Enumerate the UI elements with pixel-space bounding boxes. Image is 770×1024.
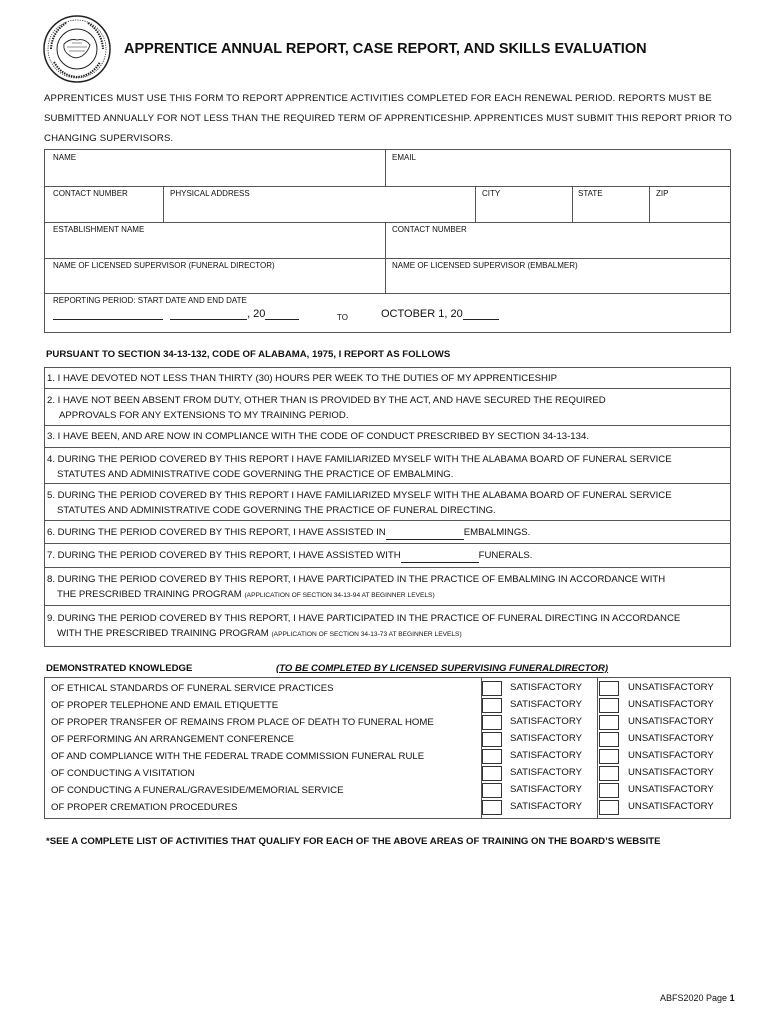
period-comma: , 20 xyxy=(247,308,266,320)
establishment-contact-field[interactable]: CONTACT NUMBER xyxy=(392,225,467,234)
unsatisfactory-checkbox[interactable] xyxy=(599,800,619,815)
statement-7: 7. DURING THE PERIOD COVERED BY THIS REPORT, I HAVE ASSISTED WITH FUNERALS. xyxy=(45,544,730,568)
knowledge-item: OF PROPER TELEPHONE AND EMAIL ETIQUETTE xyxy=(51,700,279,711)
statement-4: 4. DURING THE PERIOD COVERED BY THIS REPORT I HAVE FAMILIARIZED MYSELF WITH THE ALABAMA BOARD OF FUNERAL SERVICE STATUTES AND ADMINISTRATIVE CODE GOVERNING THE PRACTICE OF EMBALMING. xyxy=(45,448,730,484)
satisfactory-checkbox[interactable] xyxy=(482,681,502,696)
section-heading: PURSUANT TO SECTION 34-13-132, CODE OF ALABAMA, 1975, I REPORT AS FOLLOWS xyxy=(46,349,451,360)
satisfactory-label: SATISFACTORY xyxy=(510,716,582,727)
instructions-paragraph: APPRENTICES MUST USE THIS FORM TO REPORT APPRENTICE ACTIVITIES COMPLETED FOR EACH RENEWAL PERIOD. REPORTS MUST BE SUBMITTED ANNUALLY FOR NOT LESS THAN THE REQUIRED TERM OF APPRENTICESHIP. APPRENTICES MUST SUBMIT THIS REPORT PRIOR TO CHANGING SUPERVISORS. xyxy=(44,93,732,144)
email-field[interactable]: EMAIL xyxy=(392,153,417,162)
physical-address-field[interactable]: PHYSICAL ADDRESS xyxy=(170,189,250,198)
satisfactory-label: SATISFACTORY xyxy=(510,699,582,710)
satisfactory-checkbox[interactable] xyxy=(482,698,502,713)
name-field[interactable]: NAME xyxy=(53,153,77,162)
unsatisfactory-label: UNSATISFACTORY xyxy=(628,716,714,727)
satisfactory-label: SATISFACTORY xyxy=(510,784,582,795)
unsatisfactory-label: UNSATISFACTORY xyxy=(628,733,714,744)
footnote: *SEE A COMPLETE LIST OF ACTIVITIES THAT QUALIFY FOR EACH OF THE ABOVE AREAS OF TRAINING ON THE BOARD’S WEBSITE xyxy=(46,836,661,847)
state-field[interactable]: STATE xyxy=(578,189,603,198)
embalmings-count-blank[interactable] xyxy=(386,528,464,540)
knowledge-item: OF CONDUCTING A FUNERAL/GRAVESIDE/MEMORIAL SERVICE xyxy=(51,785,344,796)
unsatisfactory-checkbox[interactable] xyxy=(599,766,619,781)
satisfactory-checkbox[interactable] xyxy=(482,715,502,730)
state-seal-logo xyxy=(42,14,112,84)
statement-2: 2. I HAVE NOT BEEN ABSENT FROM DUTY, OTHER THAN IS PROVIDED BY THE ACT, AND HAVE SECURED THE REQUIRED APPROVALS FOR ANY EXTENSIONS TO MY TRAINING PERIOD. xyxy=(45,389,730,426)
knowledge-heading: DEMONSTRATED KNOWLEDGE xyxy=(46,663,193,674)
unsatisfactory-checkbox[interactable] xyxy=(599,681,619,696)
statement-1: 1. I HAVE DEVOTED NOT LESS THAN THIRTY (30) HOURS PER WEEK TO THE DUTIES OF MY APPRENTICESHIP xyxy=(45,368,730,389)
reporting-period-label: REPORTING PERIOD: START DATE AND END DATE xyxy=(53,296,247,305)
page-footer: ABFS2020 Page 1 xyxy=(660,993,735,1003)
satisfactory-checkbox[interactable] xyxy=(482,766,502,781)
end-year-blank[interactable] xyxy=(463,308,499,320)
unsatisfactory-label: UNSATISFACTORY xyxy=(628,750,714,761)
reporting-period-row xyxy=(53,308,299,320)
statement-5: 5. DURING THE PERIOD COVERED BY THIS REPORT I HAVE FAMILIARIZED MYSELF WITH THE ALABAMA BOARD OF FUNERAL SERVICE STATUTES AND ADMINISTRATIVE CODE GOVERNING THE PRACTICE OF FUNERAL DIRECTING. xyxy=(45,484,730,521)
unsatisfactory-label: UNSATISFACTORY xyxy=(628,784,714,795)
knowledge-item: OF AND COMPLIANCE WITH THE FEDERAL TRADE COMMISSION FUNERAL RULE xyxy=(51,751,425,762)
unsatisfactory-checkbox[interactable] xyxy=(599,715,619,730)
start-date-blank[interactable] xyxy=(53,308,163,320)
satisfactory-label: SATISFACTORY xyxy=(510,733,582,744)
unsatisfactory-label: UNSATISFACTORY xyxy=(628,767,714,778)
knowledge-item: OF PERFORMING AN ARRANGEMENT CONFERENCE xyxy=(51,734,294,745)
unsatisfactory-checkbox[interactable] xyxy=(599,698,619,713)
start-year-blank[interactable] xyxy=(265,308,299,320)
funerals-count-blank[interactable] xyxy=(401,551,479,563)
satisfactory-checkbox[interactable] xyxy=(482,783,502,798)
knowledge-subheading: (TO BE COMPLETED BY LICENSED SUPERVISING FUNERALDIRECTOR) xyxy=(276,663,609,674)
knowledge-item: OF PROPER TRANSFER OF REMAINS FROM PLACE OF DEATH TO FUNERAL HOME xyxy=(51,717,434,728)
satisfactory-label: SATISFACTORY xyxy=(510,801,582,812)
satisfactory-checkbox[interactable] xyxy=(482,800,502,815)
establishment-name-field[interactable]: ESTABLISHMENT NAME xyxy=(53,225,145,234)
satisfactory-label: SATISFACTORY xyxy=(510,682,582,693)
satisfactory-label: SATISFACTORY xyxy=(510,750,582,761)
supervisor-funeral-director-field[interactable]: NAME OF LICENSED SUPERVISOR (FUNERAL DIRECTOR) xyxy=(53,261,275,270)
unsatisfactory-label: UNSATISFACTORY xyxy=(628,699,714,710)
contact-number-field[interactable]: CONTACT NUMBER xyxy=(53,189,128,198)
satisfactory-checkbox[interactable] xyxy=(482,749,502,764)
unsatisfactory-label: UNSATISFACTORY xyxy=(628,682,714,693)
statement-9: 9. DURING THE PERIOD COVERED BY THIS REPORT, I HAVE PARTICIPATED IN THE PRACTICE OF FUNERAL DIRECTING IN ACCORDANCE WITH THE PRESCRIBED TRAINING PROGRAM (APPLICATION OF SECTION 34-13-73 AT BEGINNER LEVELS) xyxy=(47,613,681,639)
statement-6: 6. DURING THE PERIOD COVERED BY THIS REPORT, I HAVE ASSISTED IN EMBALMINGS. xyxy=(45,521,730,544)
contact-info-grid xyxy=(44,149,731,333)
satisfactory-label: SATISFACTORY xyxy=(510,767,582,778)
knowledge-table xyxy=(44,677,731,819)
unsatisfactory-checkbox[interactable] xyxy=(599,732,619,747)
knowledge-item: OF ETHICAL STANDARDS OF FUNERAL SERVICE PRACTICES xyxy=(51,683,334,694)
period-to: TO xyxy=(337,313,348,322)
statement-3: 3. I HAVE BEEN, AND ARE NOW IN COMPLIANCE WITH THE CODE OF CONDUCT PRESCRIBED BY SECTION 34-13-134. xyxy=(45,426,730,448)
satisfactory-checkbox[interactable] xyxy=(482,732,502,747)
knowledge-item: OF CONDUCTING A VISITATION xyxy=(51,768,195,779)
knowledge-item: OF PROPER CREMATION PROCEDURES xyxy=(51,802,238,813)
form-title: APPRENTICE ANNUAL REPORT, CASE REPORT, AND SKILLS EVALUATION xyxy=(124,41,647,57)
unsatisfactory-label: UNSATISFACTORY xyxy=(628,801,714,812)
city-field[interactable]: CITY xyxy=(482,189,501,198)
zip-field[interactable]: ZIP xyxy=(656,189,669,198)
statements-table xyxy=(44,367,731,647)
period-end: OCTOBER 1, 20 xyxy=(381,308,499,320)
start-month-blank[interactable] xyxy=(170,308,247,320)
statement-8: 8. DURING THE PERIOD COVERED BY THIS REPORT, I HAVE PARTICIPATED IN THE PRACTICE OF EMBALMING IN ACCORDANCE WITH THE PRESCRIBED TRAINING PROGRAM (APPLICATION OF SECTION 34-13-94 AT BEGINNER LEVELS) xyxy=(45,568,730,606)
unsatisfactory-checkbox[interactable] xyxy=(599,783,619,798)
unsatisfactory-checkbox[interactable] xyxy=(599,749,619,764)
supervisor-embalmer-field[interactable]: NAME OF LICENSED SUPERVISOR (EMBALMER) xyxy=(392,261,578,270)
